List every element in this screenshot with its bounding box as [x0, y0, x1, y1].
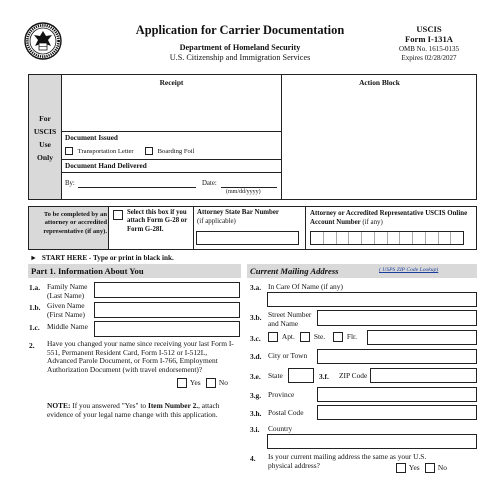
office-use-label: For USCIS Use Only: [33, 114, 57, 162]
bar-number-input[interactable]: [196, 231, 299, 245]
ste-checkbox[interactable]: [300, 332, 310, 342]
action-block-heading: Action Block: [359, 78, 400, 87]
usps-lookup-link[interactable]: ( USPS ZIP Code Lookup): [379, 267, 439, 273]
city-label: City or Town: [268, 351, 308, 360]
care-of-label: In Care Of Name (if any): [268, 282, 343, 291]
name-change-no-checkbox[interactable]: [206, 378, 216, 388]
family-name-input[interactable]: [94, 282, 240, 298]
middle-name-input[interactable]: [94, 321, 240, 337]
name-change-question: Have you changed your name since receiving your last Form I-551, Permanent Resident Card, Form I-512 or I-512L, Advanced Parole Document, or Form I-766, Employment Authorization Document (with travel endorsement)?: [47, 339, 234, 374]
name-change-no[interactable]: No: [206, 378, 228, 388]
receipt-divider: [281, 75, 282, 199]
given-name-input[interactable]: [94, 302, 240, 318]
street-label: Street Number and Name: [268, 310, 312, 328]
name-change-yes[interactable]: Yes: [177, 378, 201, 388]
same-address-no-checkbox[interactable]: [425, 463, 435, 473]
zip-label: ZIP Code: [339, 371, 368, 380]
agency: U.S. Citizenship and Immigration Services: [169, 53, 311, 62]
account-number-input[interactable]: [310, 231, 464, 245]
state-select[interactable]: [288, 368, 314, 383]
apt-option[interactable]: Apt.: [268, 332, 295, 342]
part1-heading: Part 1. Information About You: [28, 264, 241, 278]
attorney-intro-text: To be completed by an attorney or accredited representative (if any).: [43, 211, 107, 235]
document-issued-label: Document Issued: [65, 134, 118, 142]
receipt-heading: Receipt: [159, 78, 184, 87]
form-number: Form I-131A: [405, 34, 453, 44]
department: Department of Homeland Security: [179, 43, 301, 52]
ste-option[interactable]: Ste.: [300, 332, 325, 342]
same-address-yes[interactable]: Yes: [396, 463, 420, 473]
given-name-label: Given Name (First Name): [47, 301, 85, 319]
state-label: State: [268, 371, 283, 380]
name-change-note: NOTE: If you answered "Yes" to Item Number 2., attach evidence of your legal name change with this application.: [47, 401, 220, 419]
bar-number-sub: (if applicable): [197, 218, 236, 225]
province-input[interactable]: [317, 387, 477, 402]
transportation-letter-option[interactable]: Transportation Letter: [65, 147, 134, 155]
date-label: Date:: [202, 180, 217, 187]
bar-number-title: Attorney State Bar Number: [197, 209, 279, 216]
same-address-question: Is your current mailing address the same as your U.S. physical address?: [268, 452, 427, 470]
arrow-right-icon: ►: [30, 254, 38, 262]
unit-number-input[interactable]: [367, 330, 477, 345]
city-input[interactable]: [317, 349, 477, 364]
apt-checkbox[interactable]: [268, 332, 278, 342]
street-input[interactable]: [317, 310, 477, 326]
middle-name-label: Middle Name: [47, 322, 88, 331]
province-label: Province: [268, 390, 295, 399]
name-change-yes-checkbox[interactable]: [177, 378, 187, 388]
date-line[interactable]: [221, 187, 277, 188]
boarding-foil-checkbox[interactable]: [145, 147, 153, 155]
by-label: By:: [65, 180, 75, 187]
family-name-label: Family Name (Last Name): [47, 282, 88, 300]
form-title: Application for Carrier Documentation: [135, 23, 345, 37]
mailing-heading: Current Mailing Address: [250, 266, 339, 276]
country-label: Country: [268, 424, 293, 433]
transportation-letter-checkbox[interactable]: [65, 147, 73, 155]
document-hand-delivered-label: Document Hand Delivered: [65, 162, 147, 170]
zip-input[interactable]: [370, 368, 477, 383]
postal-code-label: Postal Code: [268, 408, 304, 417]
flr-option[interactable]: Flr.: [333, 332, 357, 342]
date-format-hint: (mm/dd/yyyy): [226, 189, 261, 195]
by-signature-line[interactable]: [78, 187, 196, 188]
boarding-foil-option[interactable]: Boarding Foil: [145, 147, 194, 155]
flr-checkbox[interactable]: [333, 332, 343, 342]
omb-number: OMB No. 1615-0135: [398, 45, 460, 53]
g28-label: Select this box if you attach Form G-28 or Form G-28I.: [127, 209, 188, 233]
expiration: Expires 02/28/2027: [401, 54, 457, 62]
country-input[interactable]: [267, 434, 477, 449]
account-number-title: Attorney or Accredited Representative USCIS Online Account Number (if any): [310, 210, 468, 226]
postal-code-input[interactable]: [317, 405, 477, 420]
same-address-no[interactable]: No: [425, 463, 447, 473]
same-address-yes-checkbox[interactable]: [396, 463, 406, 473]
g28-checkbox[interactable]: [113, 210, 123, 220]
org-code: USCIS: [416, 24, 442, 34]
care-of-input[interactable]: [267, 292, 477, 307]
start-here: ► START HERE - Type or print in black ink.: [30, 254, 174, 262]
